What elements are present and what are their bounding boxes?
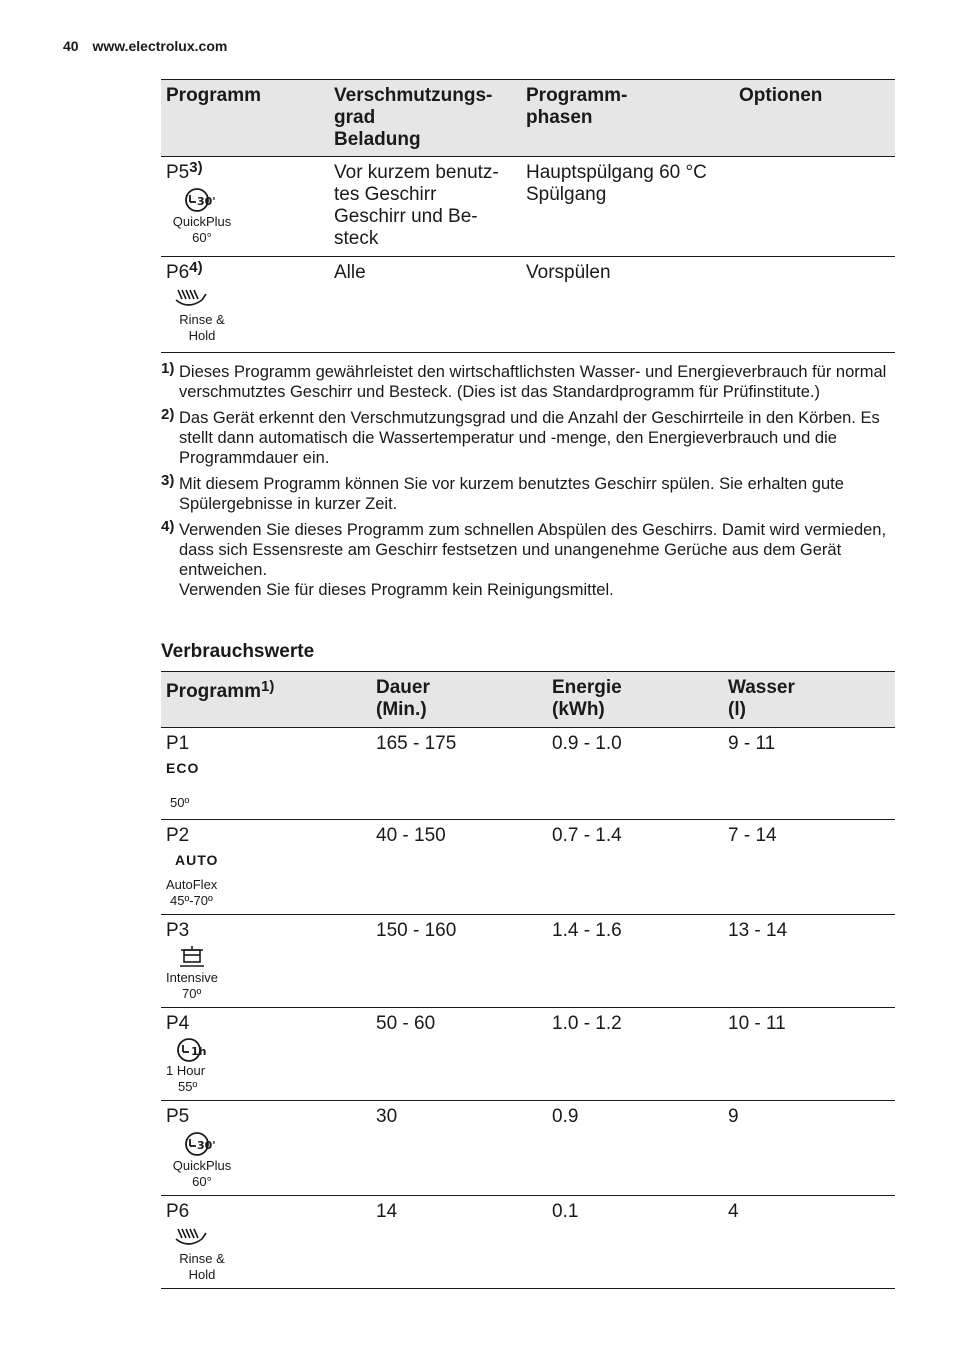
program-code: P4 <box>166 1013 190 1034</box>
svg-text:1h: 1h <box>191 1045 207 1058</box>
header-duration: Dauer (Min.) <box>371 672 547 728</box>
program-cell <box>161 157 329 257</box>
program-label-2: Hold <box>188 328 216 343</box>
duration-cell: 150 - 160 <box>371 915 547 1008</box>
table-row <box>161 1101 895 1196</box>
program-cell <box>161 728 371 820</box>
footnote-mark: 2) <box>161 406 175 423</box>
program-temp: 60° <box>192 1174 212 1189</box>
footnote <box>161 362 895 402</box>
program-temp: 45º-70º <box>170 893 213 908</box>
footnote <box>161 520 895 600</box>
section-title: Verbrauchswerte <box>161 641 315 662</box>
table-row <box>161 820 895 915</box>
quickplus-30-icon <box>166 186 222 214</box>
energy-cell: 1.0 - 1.2 <box>547 1008 723 1101</box>
program-cell <box>161 257 329 353</box>
water-cell: 7 - 14 <box>723 820 895 915</box>
program-temp: 55º <box>178 1079 198 1094</box>
water-cell: 9 <box>723 1101 895 1196</box>
program-table <box>161 79 895 353</box>
soil-degree-cell: Alle <box>329 257 521 353</box>
program-code: P2 <box>166 825 190 846</box>
program-label: Rinse & <box>179 312 225 327</box>
program-label: 1 Hour <box>166 1063 206 1078</box>
consumption-table <box>161 671 895 1289</box>
footnote-mark: 3) <box>189 159 203 176</box>
footnote-text: Dieses Programm gewährleistet den wirtschaftlichsten Wasser- und Energieverbrauch für normal verschmutztes Geschirr und Besteck. (Dies ist das Standardprogramm für Prüfinstitute.) <box>179 363 887 401</box>
rinse-hold-icon <box>166 286 210 312</box>
program-cell <box>161 1008 371 1101</box>
duration-cell: 30 <box>371 1101 547 1196</box>
program-label: QuickPlus <box>172 214 232 229</box>
footnote-mark: 4) <box>161 518 175 535</box>
footnote-mark: 1) <box>161 360 175 377</box>
intensive-pot-icon <box>166 944 216 970</box>
table-row <box>161 257 895 353</box>
energy-cell: 0.1 <box>547 1196 723 1289</box>
svg-text:30': 30' <box>197 195 216 208</box>
footnote <box>161 408 895 468</box>
energy-cell: 0.9 <box>547 1101 723 1196</box>
energy-cell: 0.7 - 1.4 <box>547 820 723 915</box>
rinse-hold-icon <box>166 1225 210 1251</box>
table-row <box>161 157 895 257</box>
program-code: P3 <box>166 920 190 941</box>
phases-cell: Vorspülen <box>521 257 734 353</box>
footnote-mark: 3) <box>161 472 175 489</box>
footnote <box>161 474 895 514</box>
header-soil-degree: Verschmutzungs- grad Beladung <box>329 80 521 157</box>
phases-cell: Hauptspülgang 60 °C Spülgang <box>521 157 734 257</box>
footnote-text: Verwenden Sie dieses Programm zum schnellen Abspülen des Geschirrs. Damit wird vermieden, dass sich Essensreste am Geschirr festsetzen und unangenehme Gerüche aus dem Gerät entweichen. Verwenden Sie für dieses Programm kein Reinigungsmittel. <box>179 521 887 599</box>
program-temp: 60° <box>192 230 212 245</box>
soil-degree-cell: Vor kurzem benutz- tes Geschirr Geschirr und Be- steck <box>329 157 521 257</box>
one-hour-icon <box>166 1037 216 1063</box>
header-program: Programm <box>161 80 329 157</box>
table-row <box>161 1008 895 1101</box>
table-row <box>161 915 895 1008</box>
page-number: 40 <box>63 38 79 54</box>
program-label: QuickPlus <box>172 1158 232 1173</box>
program-label: Intensive <box>166 970 219 985</box>
program-cell <box>161 915 371 1008</box>
header-program: Programm$^{1)}$ <box>161 672 371 728</box>
table-header-row <box>161 80 895 157</box>
footnote-text: Das Gerät erkennt den Verschmutzungsgrad und die Anzahl der Geschirrteile in den Körben. Es stellt dann automatisch die Wassertemperatur und -menge, den Energieverbrauch und die Programmdauer ein. <box>179 409 880 467</box>
water-cell: 10 - 11 <box>723 1008 895 1101</box>
program-code: P6 <box>166 262 190 283</box>
options-cell <box>734 257 895 353</box>
program-label-2: Hold <box>188 1267 216 1282</box>
duration-cell: 165 - 175 <box>371 728 547 820</box>
footnotes <box>161 362 895 606</box>
program-cell <box>161 1101 371 1196</box>
duration-cell: 14 <box>371 1196 547 1289</box>
table-header-row <box>161 672 895 728</box>
program-label <box>166 779 366 795</box>
program-temp: 50º <box>170 795 190 810</box>
program-code: P1 <box>166 733 190 754</box>
duration-cell: 40 - 150 <box>371 820 547 915</box>
program-cell <box>161 1196 371 1289</box>
program-cell <box>161 820 371 915</box>
footnote-mark: 4) <box>189 259 203 276</box>
site-url: www.electrolux.com <box>92 38 228 54</box>
energy-cell: 1.4 - 1.6 <box>547 915 723 1008</box>
table-row <box>161 1196 895 1289</box>
svg-text:30': 30' <box>197 1139 216 1152</box>
program-label: AutoFlex <box>166 877 218 892</box>
eco-icon: ECO <box>166 760 200 776</box>
table-row <box>161 728 895 820</box>
quickplus-30-icon <box>166 1130 222 1158</box>
header-phases: Programm- phasen <box>521 80 734 157</box>
program-label: Rinse & <box>179 1251 225 1266</box>
program-code: P5 <box>166 162 190 183</box>
header-water: Wasser (l) <box>723 672 895 728</box>
duration-cell: 50 - 60 <box>371 1008 547 1101</box>
program-code: P5 <box>166 1106 190 1127</box>
page-header <box>63 38 227 54</box>
options-cell <box>734 157 895 257</box>
program-temp: 70º <box>182 986 202 1001</box>
auto-icon: AUTO <box>175 852 219 868</box>
water-cell: 9 - 11 <box>723 728 895 820</box>
header-energy: Energie (kWh) <box>547 672 723 728</box>
energy-cell: 0.9 - 1.0 <box>547 728 723 820</box>
footnote-text: Mit diesem Programm können Sie vor kurzem benutztes Geschirr spülen. Sie erhalten gute Spülergebnisse in kurzer Zeit. <box>179 475 844 513</box>
water-cell: 13 - 14 <box>723 915 895 1008</box>
program-code: P6 <box>166 1201 190 1222</box>
header-options: Optionen <box>734 80 895 157</box>
water-cell: 4 <box>723 1196 895 1289</box>
